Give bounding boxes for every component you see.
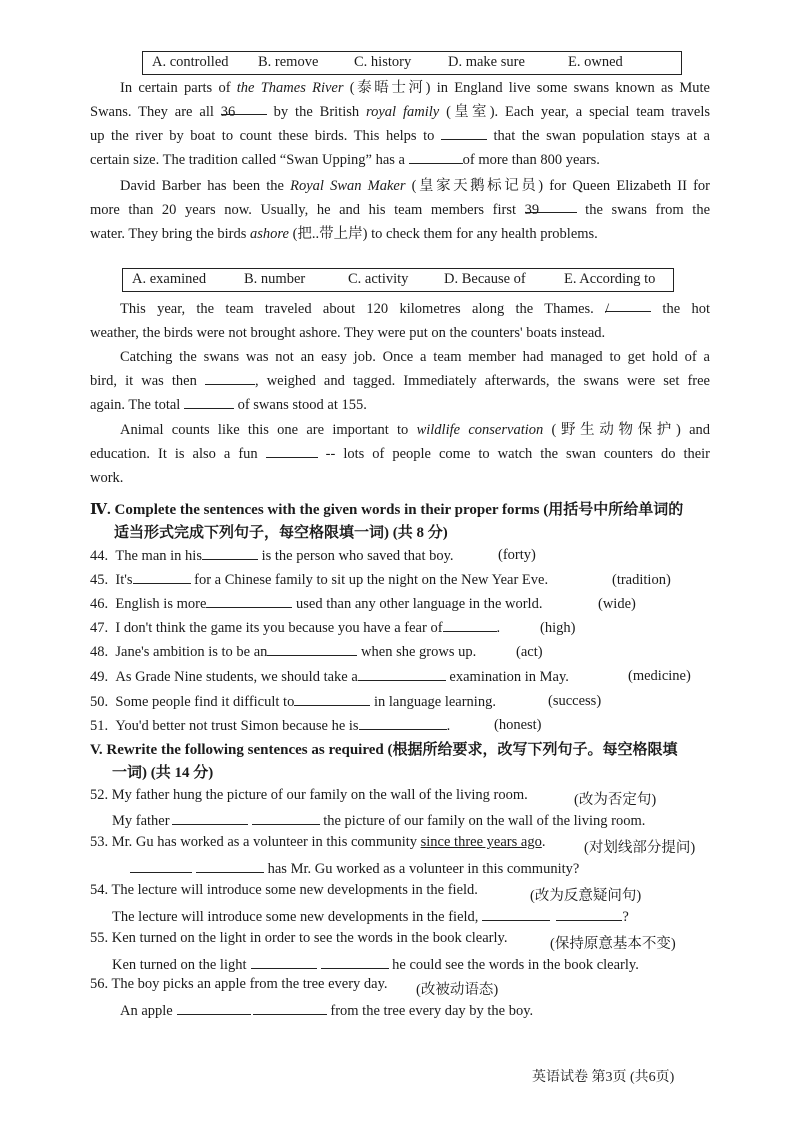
question-46: 46. English is more used than any other language in the world. — [90, 593, 542, 613]
question-50: 50. Some people find it difficult to in language learning. — [90, 691, 496, 711]
blank-36[interactable]: 36 — [221, 100, 267, 115]
passage-paragraph-5: Animal counts like this one are important to wildlife conservation (野生动物保护) and education. It is also a fun -- lots of people come to watch the swan counters do their work. — [90, 422, 711, 486]
section-5-title: V. Rewrite the following sentences as required (根据所给要求，改写下列句子。每空格限填 — [90, 742, 678, 758]
answer-blank[interactable] — [133, 569, 191, 584]
hint-56: (改被动语态) — [416, 982, 499, 998]
passage-paragraph-2: David Barber has been the Royal Swan Maker (皇家天鹅标记员) for Queen Elizabeth II for more than 20 years now. Usually, he and his team members first 39 the swans from the water. They bring the birds ashore (把..带上岸) to check them for any health problems. — [90, 178, 711, 242]
option-c: C. history — [354, 54, 412, 70]
blank-39[interactable]: 39 — [525, 198, 577, 213]
passage-paragraph-1: In certain parts of the Thames River (泰晤士河) in England live some swans known as Mute Swans. They are all 36 by the British royal family (皇室). Each year, a special team travels up the river by boat to count these birds. This helps to that the swan population stays at a certain size. The tradition called “Swan Upping” has a of more than 800 years. — [90, 80, 710, 168]
option-d: D. Because of — [444, 271, 526, 287]
hint-54: (改为反意疑问句) — [530, 888, 642, 904]
answer-blank[interactable] — [196, 858, 264, 873]
answer-54: The lecture will introduce some new developments in the field, ? — [112, 906, 629, 926]
blank-43[interactable] — [266, 443, 318, 458]
option-a: A. controlled — [152, 54, 229, 70]
page-footer: 英语试卷 第3页 (共6页) — [532, 1070, 675, 1085]
answer-53: has Mr. Gu worked as a volunteer in this community? — [130, 858, 579, 878]
answer-56: An apple from the tree every day by the boy. — [120, 1000, 533, 1020]
answer-blank[interactable] — [253, 1000, 327, 1015]
answer-blank[interactable] — [321, 954, 389, 969]
section-4-title: Ⅳ. Complete the sentences with the given words in their proper forms (用括号中所给单词的 — [90, 502, 684, 518]
answer-blank[interactable] — [556, 906, 622, 921]
option-b: B. number — [244, 271, 306, 287]
answer-blank[interactable] — [252, 810, 320, 825]
option-b: B. remove — [258, 54, 319, 70]
hint-47: (high) — [540, 620, 576, 636]
option-c: C. activity — [348, 271, 409, 287]
hint-51: (honest) — [494, 717, 542, 733]
blank-38[interactable] — [409, 149, 463, 164]
question-45: 45. It's for a Chinese family to sit up the night on the New Year Eve. — [90, 569, 548, 589]
option-e: E. owned — [568, 54, 623, 70]
hint-49: (medicine) — [628, 668, 691, 684]
hint-45: (tradition) — [612, 572, 671, 588]
question-47: 47. I don't think the game its you because you have a fear of . — [90, 617, 500, 637]
passage-paragraph-4: Catching the swans was not an easy job. Once a team member had managed to get hold of a bird, it was then , weighed and tagged. Immediately afterwards, the swans were set free again. The total of swans stood at 155. — [90, 349, 710, 413]
answer-blank[interactable] — [267, 641, 357, 656]
question-53: 53. Mr. Gu has worked as a volunteer in this community since three years ago. — [90, 834, 546, 850]
option-d: D. make sure — [448, 54, 525, 70]
hint-46: (wide) — [598, 596, 636, 612]
hint-48: (act) — [516, 644, 543, 660]
question-48: 48. Jane's ambition is to be an when she grows up. — [90, 641, 476, 661]
question-52: 52. My father hung the picture of our family on the wall of the living room. — [90, 787, 528, 803]
hint-50: (success) — [548, 693, 602, 709]
answer-blank[interactable] — [206, 593, 292, 608]
answer-52: My father the picture of our family on the wall of the living room. — [112, 810, 645, 830]
passage-paragraph-3: This year, the team traveled about 120 kilometres along the Thames. / the hot weather, the birds were not brought ashore. They were put on the counters' boats instead. — [90, 297, 710, 345]
answer-blank[interactable] — [358, 666, 446, 681]
hint-53: (对划线部分提问) — [584, 840, 696, 856]
answer-blank[interactable] — [130, 858, 192, 873]
blank-40[interactable]: / — [605, 297, 651, 312]
answer-blank[interactable] — [359, 715, 447, 730]
blank-37[interactable] — [441, 125, 487, 140]
section-4-subtitle: 适当形式完成下列句子，每空格限填一词) (共 8 分) — [114, 525, 448, 541]
blank-41[interactable] — [205, 370, 255, 385]
answer-blank[interactable] — [482, 906, 550, 921]
question-44: 44. The man in his is the person who saved that boy. — [90, 545, 454, 565]
section-5-subtitle: 一词) (共 14 分) — [112, 765, 214, 781]
question-54: 54. The lecture will introduce some new developments in the field. — [90, 882, 478, 898]
hint-55: (保持原意基本不变) — [550, 936, 676, 952]
answer-blank[interactable] — [251, 954, 317, 969]
option-e: E. According to — [564, 271, 656, 287]
question-51: 51. You'd better not trust Simon because he is . — [90, 715, 450, 735]
question-56: 56. The boy picks an apple from the tree every day. — [90, 976, 388, 992]
question-49: 49. As Grade Nine students, we should take a examination in May. — [90, 666, 569, 686]
blank-42[interactable] — [184, 394, 234, 409]
option-a: A. examined — [132, 271, 207, 287]
answer-blank[interactable] — [294, 691, 370, 706]
answer-blank[interactable] — [177, 1000, 251, 1015]
answer-blank[interactable] — [172, 810, 248, 825]
hint-44: (forty) — [498, 547, 536, 563]
answer-blank[interactable] — [202, 545, 258, 560]
hint-52: (改为否定句) — [574, 792, 657, 808]
answer-55: Ken turned on the light he could see the words in the book clearly. — [112, 954, 639, 974]
question-55: 55. Ken turned on the light in order to see the words in the book clearly. — [90, 930, 508, 946]
answer-blank[interactable] — [443, 617, 497, 632]
